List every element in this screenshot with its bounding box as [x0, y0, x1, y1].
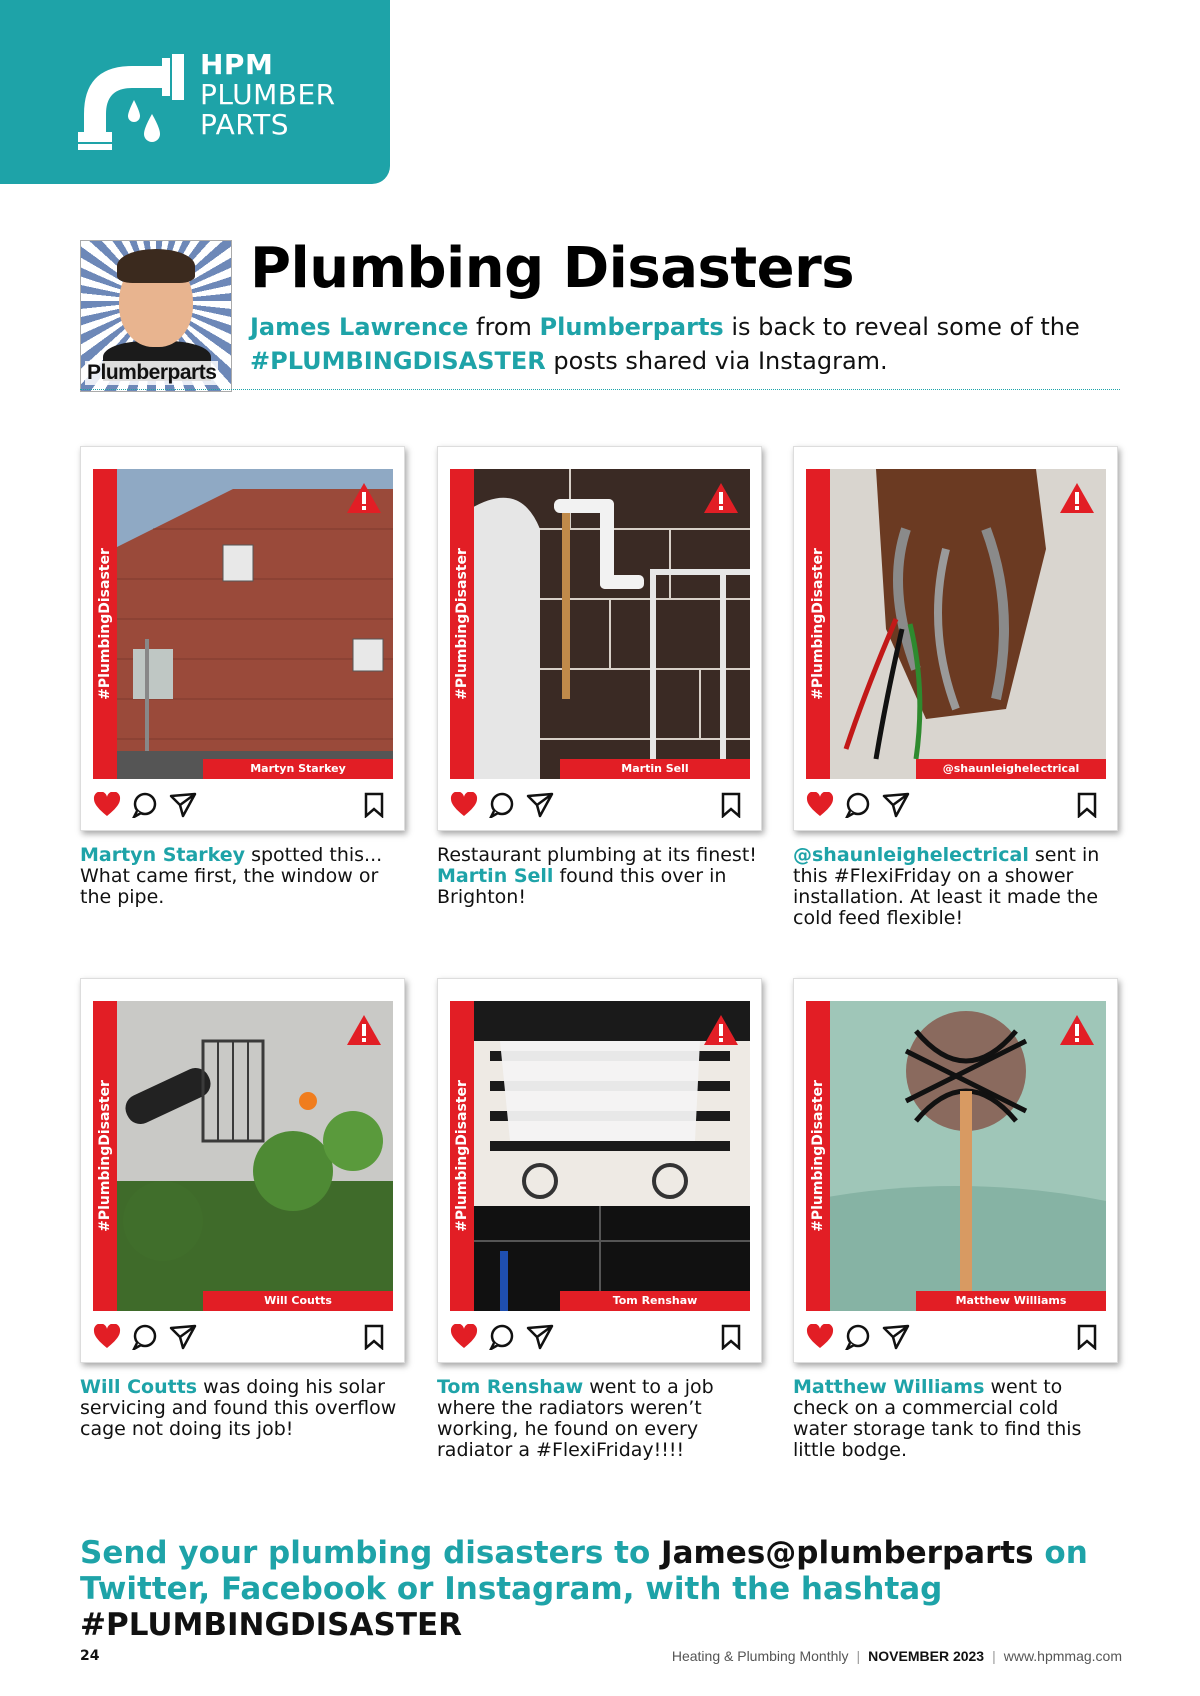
post-photo: [93, 469, 393, 779]
band-hashtag: #PlumbingDisaster: [454, 1080, 470, 1232]
comment-icon[interactable]: [131, 792, 159, 818]
post-actions: [450, 1320, 750, 1354]
tiled-toilet-photo: [450, 469, 750, 779]
post-photo: [450, 1001, 750, 1311]
author-portrait: [80, 240, 232, 392]
bookmark-icon[interactable]: [720, 1324, 742, 1350]
post-photo: [450, 469, 750, 779]
share-icon[interactable]: [526, 1324, 554, 1350]
brand-header: [0, 0, 390, 184]
hashtag-band: [806, 1001, 830, 1311]
share-icon[interactable]: [169, 792, 197, 818]
hashtag-band: [450, 1001, 474, 1311]
caption-text: went to a job where the radiators weren’t working, he found on every radiator a #FlexiFriday!!!!: [437, 1376, 714, 1461]
caption-text: spotted this... What came first, the window or the pipe.: [80, 844, 383, 908]
intro-author-name: James Lawrence: [250, 313, 469, 341]
heart-icon[interactable]: [450, 1324, 478, 1350]
post-caption: [793, 845, 1113, 929]
intro-rest-2: posts shared via Instagram.: [545, 347, 888, 375]
post-actions: [93, 1320, 393, 1354]
intro-hashtag: #PLUMBINGDISASTER: [250, 347, 546, 375]
caption-lead: @shaunleighelectrical: [793, 844, 1029, 866]
band-hashtag: #PlumbingDisaster: [454, 548, 470, 700]
band-hashtag: #PlumbingDisaster: [810, 1080, 826, 1232]
credit-band: Martin Sell: [560, 759, 750, 779]
intro-rest-1: is back to reveal some of the: [723, 313, 1080, 341]
warning-icon: [345, 1013, 383, 1047]
footer-meta: [672, 1648, 1122, 1664]
heart-icon[interactable]: [450, 792, 478, 818]
cta-handle[interactable]: James@plumberparts: [661, 1535, 1034, 1571]
heart-icon[interactable]: [93, 1324, 121, 1350]
comment-icon[interactable]: [844, 792, 872, 818]
share-icon[interactable]: [169, 1324, 197, 1350]
share-icon[interactable]: [526, 792, 554, 818]
comment-icon[interactable]: [488, 1324, 516, 1350]
post-caption: [80, 845, 400, 908]
bookmark-icon[interactable]: [1076, 792, 1098, 818]
footer-website[interactable]: www.hpmmag.com: [1003, 1648, 1122, 1664]
comment-icon[interactable]: [488, 792, 516, 818]
pipe-logo-icon: [76, 44, 186, 154]
hashtag-band: [93, 1001, 117, 1311]
caption-lead: Tom Renshaw: [437, 1376, 584, 1398]
warning-icon: [702, 1013, 740, 1047]
hashtag-band: [93, 469, 117, 779]
caption-lead: Will Coutts: [80, 1376, 198, 1398]
bookmark-icon[interactable]: [1076, 1324, 1098, 1350]
brick-wall-photo: [93, 469, 393, 779]
hashtag-band: [450, 469, 474, 779]
bookmark-icon[interactable]: [363, 792, 385, 818]
page-number: 24: [80, 1648, 100, 1664]
warning-icon: [1058, 481, 1096, 515]
caption-text: went to check on a commercial cold water storage tank to find this little bodge.: [793, 1376, 1082, 1461]
caption-lead: Martin Sell: [437, 865, 554, 887]
post-card: [80, 446, 405, 831]
post-photo: [93, 1001, 393, 1311]
wall-hole-photo: [806, 469, 1106, 779]
brand-wordmark: [200, 50, 336, 140]
post-caption: [437, 1377, 757, 1461]
post-actions: [450, 788, 750, 822]
comment-icon[interactable]: [844, 1324, 872, 1350]
warning-icon: [702, 481, 740, 515]
radiator-photo: [450, 1001, 750, 1311]
caption-text: sent in this #FlexiFriday on a shower installation. At least it made the cold feed flexible!: [793, 844, 1100, 929]
caption-pre: Restaurant plumbing at its finest!: [437, 844, 757, 866]
post-caption: [80, 1377, 400, 1440]
cta-hashtag: #PLUMBINGDISASTER: [80, 1607, 463, 1643]
cta-part-1: Send your plumbing disasters to: [80, 1535, 662, 1571]
credit-band: @shaunleighelectrical: [916, 759, 1106, 779]
post-card: [80, 978, 405, 1363]
intro-text: [250, 310, 1130, 378]
post-actions: [806, 788, 1106, 822]
caption-text: found this over in Brighton!: [437, 865, 727, 908]
heart-icon[interactable]: [806, 792, 834, 818]
credit-band: Matthew Williams: [916, 1291, 1106, 1311]
page-title: Plumbing Disasters: [250, 236, 855, 301]
footer-separator: |: [856, 1648, 861, 1664]
intro-from: from: [468, 313, 540, 341]
share-icon[interactable]: [882, 792, 910, 818]
post-caption: [437, 845, 757, 908]
bookmark-icon[interactable]: [363, 1324, 385, 1350]
title-divider: [80, 389, 1120, 390]
footer-issue: NOVEMBER 2023: [868, 1648, 985, 1664]
comment-icon[interactable]: [131, 1324, 159, 1350]
footer-separator: |: [992, 1648, 996, 1664]
heart-icon[interactable]: [806, 1324, 834, 1350]
warning-icon: [345, 481, 383, 515]
brand-line-3: PARTS: [200, 108, 290, 141]
credit-band: Martyn Starkey: [203, 759, 393, 779]
post-card: [793, 978, 1118, 1363]
brand-line-2: PLUMBER: [200, 78, 336, 111]
bookmark-icon[interactable]: [720, 792, 742, 818]
caption-text: was doing his solar servicing and found this overflow cage not doing its job!: [80, 1376, 397, 1440]
post-actions: [806, 1320, 1106, 1354]
caption-lead: Martyn Starkey: [80, 844, 246, 866]
post-photo: [806, 469, 1106, 779]
post-actions: [93, 788, 393, 822]
post-card: [437, 978, 762, 1363]
intro-company: Plumberparts: [539, 313, 724, 341]
water-tank-photo: [806, 1001, 1106, 1311]
band-hashtag: #PlumbingDisaster: [97, 1080, 113, 1232]
garden-cage-photo: [93, 1001, 393, 1311]
band-hashtag: #PlumbingDisaster: [810, 548, 826, 700]
author-logo: Plumberparts: [87, 361, 217, 384]
cta-part-2: on Twitter, Facebook or Instagram, with the hashtag: [80, 1535, 1088, 1607]
post-card: [437, 446, 762, 831]
post-photo: [806, 1001, 1106, 1311]
post-caption: [793, 1377, 1113, 1461]
caption-lead: Matthew Williams: [793, 1376, 985, 1398]
credit-band: Will Coutts: [203, 1291, 393, 1311]
post-card: [793, 446, 1118, 831]
brand-line-1: HPM: [200, 48, 274, 81]
share-icon[interactable]: [882, 1324, 910, 1350]
warning-icon: [1058, 1013, 1096, 1047]
credit-band: Tom Renshaw: [560, 1291, 750, 1311]
footer-publication: Heating & Plumbing Monthly: [671, 1648, 849, 1664]
hashtag-band: [806, 469, 830, 779]
call-to-action: [80, 1535, 1140, 1643]
band-hashtag: #PlumbingDisaster: [97, 548, 113, 700]
heart-icon[interactable]: [93, 792, 121, 818]
portrait-hair: [117, 249, 195, 283]
